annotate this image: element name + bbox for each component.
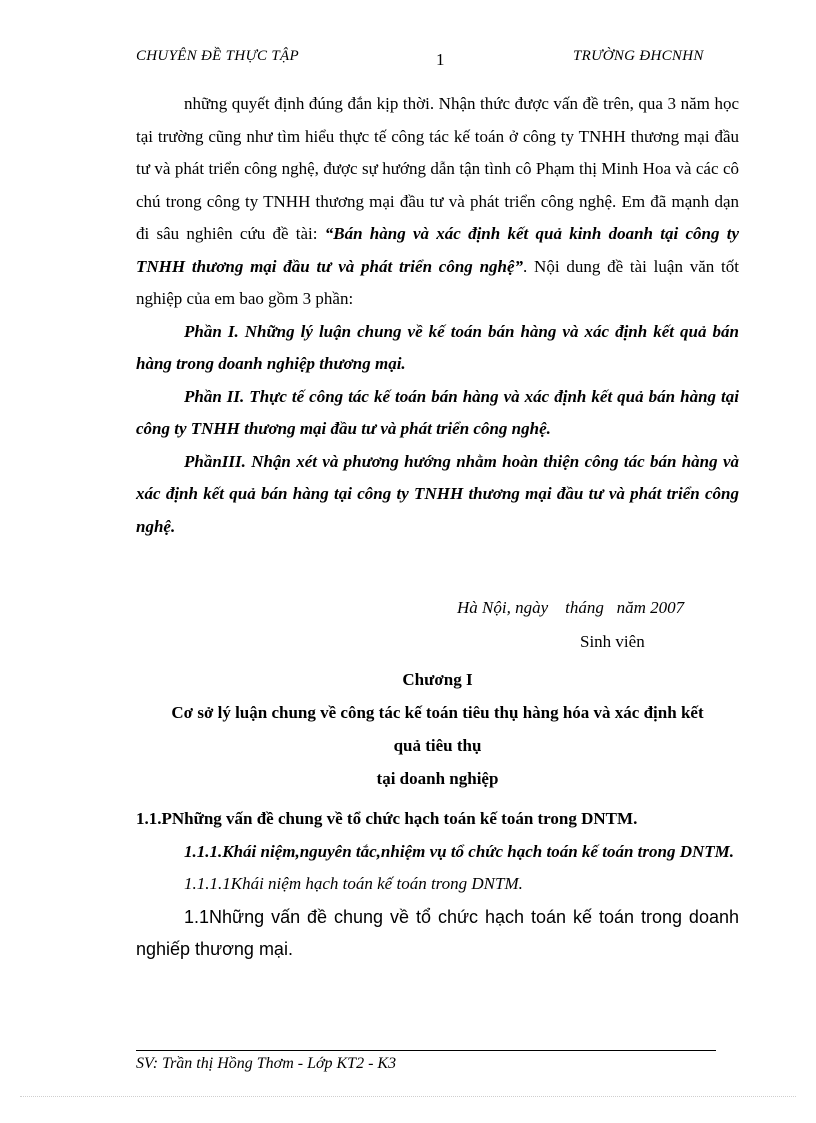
section-block xyxy=(136,803,739,965)
intro-text-b: . Nội dung đề tài luận văn tốt nghiệp của em bao gồm 3 phần: xyxy=(136,256,739,308)
part-2: Phần II. Thực tế công tác kế toán bán hàng và xác định kết quả bán hàng tại công ty TNHH thương mại đầu tư và phát triển công nghệ. xyxy=(136,386,739,438)
intro-paragraph xyxy=(136,88,739,316)
section-1-1-1: 1.1.1.Khái niệm,nguyên tắc,nhiệm vụ tổ chức hạch toán kế toán trong DNTM. xyxy=(184,841,734,861)
chapter-title-line3: tại doanh nghiệp xyxy=(376,769,499,788)
footer-text: SV: Trần thị Hồng Thơm - Lớp KT2 - K3 xyxy=(136,1055,397,1072)
signer-role: Sinh viên xyxy=(580,632,645,651)
header-right: TRƯỜNG ĐHCNHN xyxy=(573,48,704,64)
thesis-topic: “Bán hàng và xác định kết quả kinh doanh tại công ty TNHH thương mại đầu tư và phát triển công nghệ” xyxy=(136,224,739,276)
section-1-1-sans: 1.1Những vấn đề chung về tổ chức hạch toán kế toán trong doanh nghiếp thương mại. xyxy=(136,906,739,959)
chapter-title-line1: Cơ sở lý luận chung về công tác kế toán tiêu thụ hàng hóa và xác định kết xyxy=(171,703,704,722)
chapter-title-line2: quả tiêu thụ xyxy=(393,736,482,755)
intro-text-a: những quyết định đúng đắn kịp thời. Nhận thức được vấn đề trên, qua 3 năm học tại trường cũng như tìm hiểu thực tế công tác kế toán ở công ty TNHH thương mại đầu tư và phát triển công nghệ, được sự hướng dẫn tận tình cô Phạm thị Minh Hoa và các cô chú trong công ty TNHH thương mại đầu tư và phát triển công nghệ. Em đã mạnh dạn đi sâu nghiên cứu đề tài: xyxy=(136,94,739,243)
header-left: CHUYÊN ĐỀ THỰC TẬP xyxy=(136,48,299,64)
part-1: Phần I. Những lý luận chung về kế toán bán hàng và xác định kết quả bán hàng trong doanh nghiệp thương mại. xyxy=(136,321,739,373)
intro-block xyxy=(136,88,739,543)
footer-divider xyxy=(136,1050,716,1051)
chapter-heading xyxy=(136,663,739,795)
page-bottom-border xyxy=(20,1096,796,1097)
part-3: PhầnIII. Nhận xét và phương hướng nhằm hoàn thiện công tác bán hàng và xác định kết quả bán hàng tại công ty TNHH thương mại đầu tư và phát triển công nghệ. xyxy=(136,451,739,536)
section-1-1: 1.1.PNhững vấn đề chung về tổ chức hạch toán kế toán trong DNTM. xyxy=(136,809,638,828)
section-1-1-1-1: 1.1.1.1Khái niệm hạch toán kế toán trong DNTM. xyxy=(184,874,523,893)
page-number: 1 xyxy=(436,50,445,69)
place-date: Hà Nội, ngày tháng năm 2007 xyxy=(457,598,685,617)
chapter-label: Chương I xyxy=(402,670,473,689)
